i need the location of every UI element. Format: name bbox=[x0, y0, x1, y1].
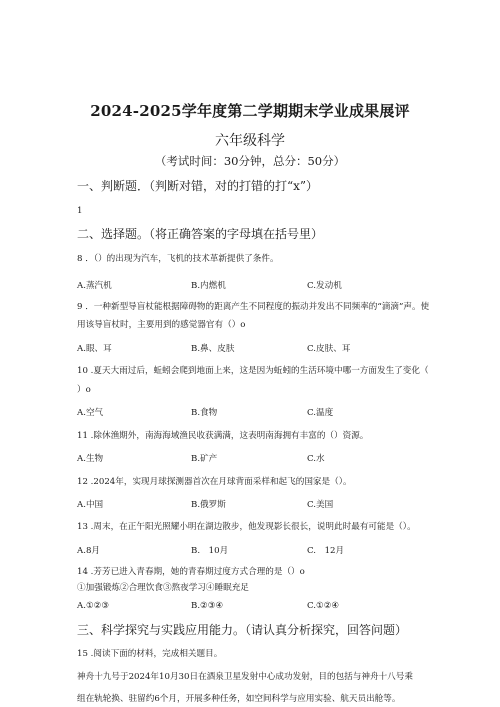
q13-option-a: A.8月 bbox=[77, 546, 100, 556]
q14-option-a: A.①②③ bbox=[77, 601, 110, 611]
q13-option-b: B. 10月 bbox=[191, 546, 229, 556]
q8-option-b: B.内燃机 bbox=[191, 281, 226, 291]
page-subtitle: 六年级科学 bbox=[215, 133, 285, 149]
question-9-line2: 用该导盲杖时，主要用到的感觉器官有（）o bbox=[77, 320, 246, 330]
q10-option-a: A.空气 bbox=[77, 408, 104, 418]
q13-option-c: C. 12月 bbox=[307, 546, 345, 556]
q11-option-a: A.生物 bbox=[77, 454, 104, 464]
question-11: 11 .除休渔期外，南海海域渔民收获满满，这表明南海拥有丰富的（）资源。 bbox=[77, 431, 369, 441]
q8-option-c: C.发动机 bbox=[307, 281, 342, 291]
section1-item: 1 bbox=[77, 206, 83, 216]
q12-option-c: C.美国 bbox=[307, 500, 334, 510]
q15-material-line2: 组在轨轮换、驻留约6个月，开展多种任务，如空间科学与应用实验、航天员出舱等。 bbox=[77, 694, 401, 704]
q9-option-b: B.鼻、皮肤 bbox=[191, 344, 235, 354]
question-10-line2: ）o bbox=[77, 385, 91, 395]
q11-option-c: C.水 bbox=[307, 454, 325, 464]
q8-option-a: A.蒸汽机 bbox=[77, 281, 112, 291]
section1-heading: 一、判断题．（判断对错，对的打错的打“x”） bbox=[77, 179, 319, 193]
q10-option-c: C.温度 bbox=[307, 408, 334, 418]
q9-option-c: C.皮肤、耳 bbox=[307, 344, 351, 354]
q11-option-b: B.矿产 bbox=[191, 454, 218, 464]
q12-option-b: B.俄罗斯 bbox=[191, 500, 226, 510]
q12-option-a: A.中国 bbox=[77, 500, 104, 510]
question-8: 8 ．（）的出现为汽车，飞机的技术革新提供了条件。 bbox=[77, 254, 279, 264]
question-14: 14 .芳芳已进入青春期，她的青春期过度方式合理的是（）o bbox=[77, 567, 305, 577]
page-title: 2024-2025学年度第二学期期末学业成果展评 bbox=[90, 102, 410, 120]
question-10: 10 .夏天大雨过后，蚯蚓会爬到地面上来，这是因为蚯蚓的生活环境中哪一方面发生了变化（ bbox=[77, 366, 429, 376]
question-13: 13 .周末，在正午阳光照耀小明在湖边散步，他发现影长很长，说明此时最有可能是（）。 bbox=[77, 522, 416, 532]
question-15: 15 .阅读下面的材料，完成相关题目。 bbox=[77, 649, 223, 659]
exam-info: （考试时间：30分钟，总分：50分） bbox=[154, 154, 346, 168]
section3-heading: 三、科学探究与实践应用能力。（请认真分析探究，回答问题） bbox=[77, 623, 408, 637]
question-12: 12 .2024年，实现月球探测器首次在月球背面采样和起飞的国家是（）。 bbox=[77, 477, 352, 487]
question-9: 9 ．一种新型导盲杖能根据障碍物的距离产生不同程度的振动并发出不同频率的“滴滴”声。使 bbox=[77, 302, 430, 312]
q14-option-c: C.①②④ bbox=[307, 601, 340, 611]
q10-option-b: B.食物 bbox=[191, 408, 218, 418]
q15-material-line1: 神舟十九号于2024年10月30日在酒泉卫星发射中心成功发射，目的包括与神舟十八号乘 bbox=[77, 672, 413, 682]
section2-heading: 二、选择题。（将正确答案的字母填在括号里） bbox=[77, 227, 324, 241]
q9-option-a: A.眼、耳 bbox=[77, 344, 112, 354]
q14-option-b: B.②③④ bbox=[191, 601, 224, 611]
question-14-line2: ①加强锻炼②合理饮食③熬夜学习④睡眠充足 bbox=[77, 583, 249, 593]
